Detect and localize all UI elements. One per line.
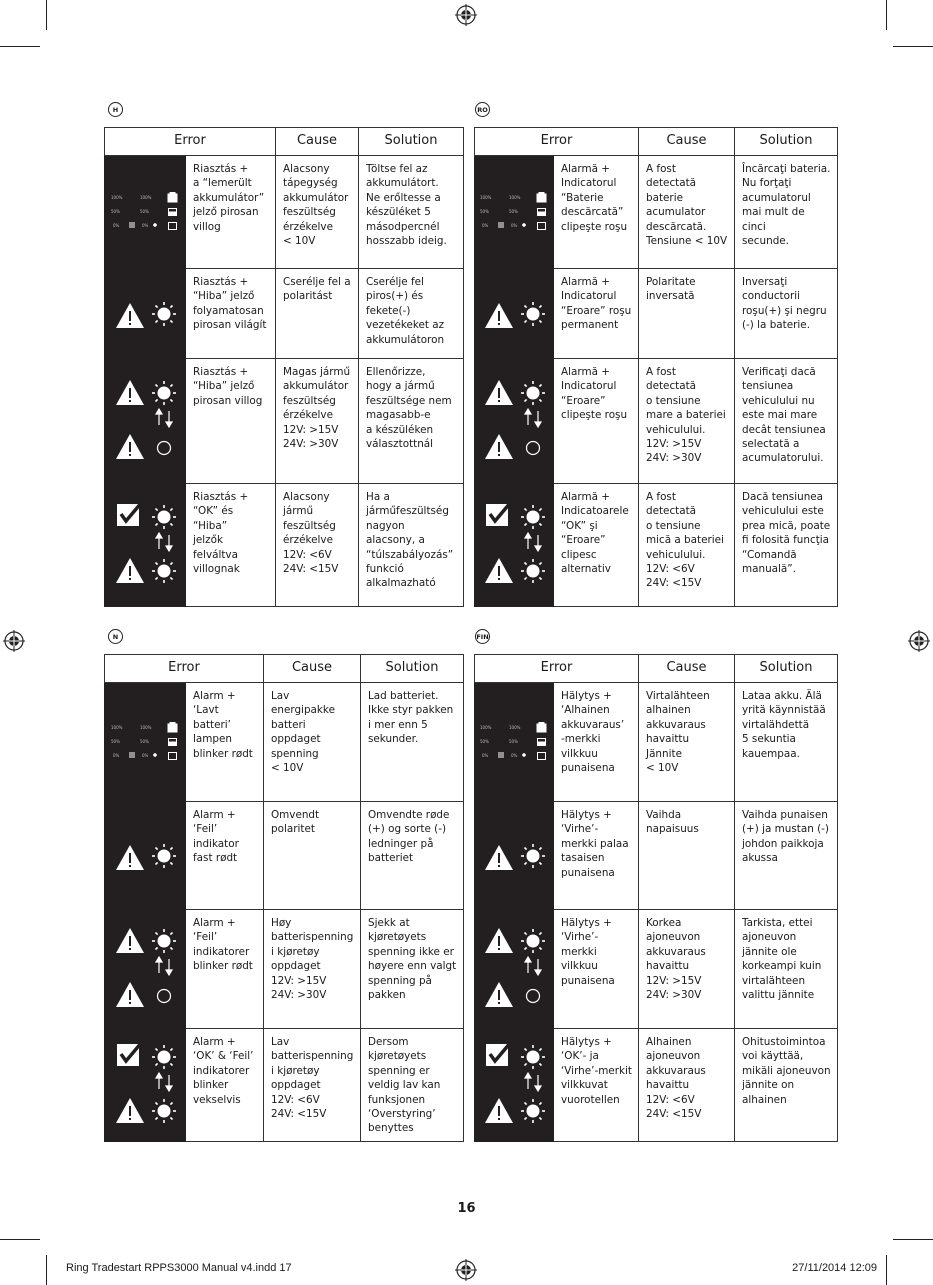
solution-cell: Dacă tensiunea vehiculului este prea mică, poate fi folosită funcţia “Comandă manuală”. xyxy=(735,484,838,607)
indicator-cell xyxy=(105,1029,186,1142)
svg-text:50%: 50% xyxy=(480,209,489,214)
header-solution: Solution xyxy=(359,128,464,156)
crop-mark xyxy=(886,0,887,30)
solution-cell: Lad batteriet. Ikke styr pakken i mer enn 5 sekunder. xyxy=(361,683,464,802)
warning-alternate-icon xyxy=(112,923,178,1015)
indicator-cell xyxy=(475,802,554,910)
cause-cell: Polaritate inversată xyxy=(639,269,735,359)
svg-text:0%: 0% xyxy=(511,223,518,228)
warning-sun-icon xyxy=(112,836,178,876)
ok-warning-alternate-icon xyxy=(481,1039,547,1131)
error-cell: Alarmă + Indicatoarele “OK” şi “Eroare” clipesc alternativ xyxy=(554,484,639,607)
registration-mark-icon xyxy=(3,630,25,652)
registration-mark-icon xyxy=(908,630,930,652)
indicator-cell xyxy=(475,910,554,1029)
header-cause: Cause xyxy=(264,655,361,683)
indicator-cell xyxy=(105,910,186,1029)
svg-text:50%: 50% xyxy=(509,739,518,744)
header-error: Error xyxy=(475,128,639,156)
registration-mark-icon xyxy=(455,1259,477,1281)
indicator-cell xyxy=(105,156,186,269)
cause-cell: Cserélje fel a polaritást xyxy=(276,269,359,359)
table-row xyxy=(475,802,838,910)
solution-cell: Încărcaţi bateria. Nu forţaţi acumulatorul mai mult de cinci secunde. xyxy=(735,156,838,269)
error-table xyxy=(104,127,464,607)
error-table xyxy=(104,654,464,1142)
slug-date: 27/11/2014 12:09 xyxy=(792,1262,877,1274)
solution-cell: Ellenőrizze, hogy a jármű feszültsége nem magasabb-e a készüléken választottnál xyxy=(359,359,464,484)
indicator-cell xyxy=(475,156,554,269)
indicator-cell xyxy=(475,269,554,359)
error-cell: Alarmă + Indicatorul “Eroare” roşu permanent xyxy=(554,269,639,359)
cause-cell: Magas jármű akkumulátor feszültség érzékelve 12V: >15V 24V: >30V xyxy=(276,359,359,484)
table-row xyxy=(105,1029,464,1142)
language-badge: N xyxy=(108,629,123,644)
battery-level-icon xyxy=(109,190,181,234)
svg-text:100%: 100% xyxy=(111,195,123,200)
svg-text:0%: 0% xyxy=(142,753,149,758)
table-row xyxy=(475,359,838,484)
ok-warning-alternate-icon xyxy=(481,499,547,591)
svg-text:0%: 0% xyxy=(482,753,489,758)
indicator-cell xyxy=(105,269,186,359)
solution-cell: Dersom kjøretøyets spenning er veldig lav kan funksjonen ‘Overstyring’ benyttes xyxy=(361,1029,464,1142)
error-cell: Alarm + ‘OK’ & ‘Feil’ indikatorer blinker vekselvis xyxy=(186,1029,264,1142)
svg-text:100%: 100% xyxy=(509,725,521,730)
battery-level-icon xyxy=(478,190,550,234)
warning-alternate-icon xyxy=(112,375,178,467)
crop-mark xyxy=(893,1239,933,1240)
svg-text:0%: 0% xyxy=(482,223,489,228)
table-row xyxy=(475,683,838,802)
error-cell: Hälytys + ‘Alhainen akkuvaraus’ -merkki vilkkuu punaisena xyxy=(554,683,639,802)
header-solution: Solution xyxy=(735,655,838,683)
battery-level-icon xyxy=(478,720,550,764)
warning-alternate-icon xyxy=(481,923,547,1015)
svg-text:100%: 100% xyxy=(509,195,521,200)
crop-mark xyxy=(46,1255,47,1285)
error-cell: Hälytys + ‘Virhe’- merkki palaa tasaisen punaisena xyxy=(554,802,639,910)
error-cell: Hälytys + ‘Virhe’-merkki vilkkuu punaisena xyxy=(554,910,639,1029)
error-cell: Riasztás + a “lemerült akkumulátor” jelző pirosan villog xyxy=(186,156,276,269)
svg-text:100%: 100% xyxy=(140,195,152,200)
table-header-row xyxy=(475,128,838,156)
table-row xyxy=(105,802,464,910)
table-row xyxy=(105,359,464,484)
registration-mark-icon xyxy=(455,4,477,26)
language-badge: FIN xyxy=(475,629,490,644)
warning-sun-icon xyxy=(481,836,547,876)
table-row xyxy=(475,269,838,359)
solution-cell: Inversaţi conductorii roşu(+) şi negru (-) la baterie. xyxy=(735,269,838,359)
solution-cell: Ha a járműfeszültség nagyon alacsony, a “túlszabályozás” funkció alkalmazható xyxy=(359,484,464,607)
header-solution: Solution xyxy=(735,128,838,156)
header-cause: Cause xyxy=(639,128,735,156)
table-row xyxy=(105,156,464,269)
table-row xyxy=(105,484,464,607)
error-cell: Alarmă + Indicatorul “Baterie descărcată” clipeşte roşu xyxy=(554,156,639,269)
svg-text:50%: 50% xyxy=(140,739,149,744)
table-row xyxy=(475,156,838,269)
cause-cell: Korkea ajoneuvon akkuvaraus havaittu 12V: >15V 24V: >30V xyxy=(639,910,735,1029)
table-row xyxy=(105,269,464,359)
table-row xyxy=(105,683,464,802)
cause-cell: A fost detectată o tensiune mare a bateriei vehiculului. 12V: >15V 24V: >30V xyxy=(639,359,735,484)
error-cell: Alarm + ‘Feil’ indikator fast rødt xyxy=(186,802,264,910)
header-error: Error xyxy=(105,128,276,156)
cause-cell: A fost detectată o tensiune mică a bateriei vehiculului. 12V: <6V 24V: <15V xyxy=(639,484,735,607)
header-solution: Solution xyxy=(361,655,464,683)
svg-text:50%: 50% xyxy=(509,209,518,214)
cause-cell: A fost detectată baterie acumulator descărcată. Tensiune < 10V xyxy=(639,156,735,269)
error-cell: Riasztás + “Hiba” jelző pirosan villog xyxy=(186,359,276,484)
solution-cell: Töltse fel az akkumulátort. Ne erőltesse a készüléket 5 másodpercnél hosszabb ideig. xyxy=(359,156,464,269)
crop-mark xyxy=(46,0,47,30)
error-cell: Hälytys + ‘OK’- ja ‘Virhe’-merkit vilkkuvat vuorotellen xyxy=(554,1029,639,1142)
solution-cell: Ohitustoimintoa voi käyttää, mikäli ajoneuvon jännite on alhainen xyxy=(735,1029,838,1142)
cause-cell: Høy batterispenning i kjøretøy oppdaget 12V: >15V 24V: >30V xyxy=(264,910,361,1029)
language-badge: H xyxy=(108,102,123,117)
error-table xyxy=(474,127,838,607)
svg-text:50%: 50% xyxy=(480,739,489,744)
solution-cell: Sjekk at kjøretøyets spenning ikke er høyere enn valgt spenning på pakken xyxy=(361,910,464,1029)
indicator-cell xyxy=(105,683,186,802)
svg-text:50%: 50% xyxy=(111,739,120,744)
table-row xyxy=(475,1029,838,1142)
solution-cell: Omvendte røde (+) og sorte (-) ledninger på batteriet xyxy=(361,802,464,910)
crop-mark xyxy=(0,46,40,47)
table-row xyxy=(475,910,838,1029)
page-number: 16 xyxy=(457,1201,476,1216)
crop-mark xyxy=(886,1255,887,1285)
cause-cell: Omvendt polaritet xyxy=(264,802,361,910)
svg-text:0%: 0% xyxy=(113,753,120,758)
error-cell: Alarmă + Indicatorul “Eroare” clipeşte roşu xyxy=(554,359,639,484)
header-cause: Cause xyxy=(276,128,359,156)
ok-warning-alternate-icon xyxy=(112,1039,178,1131)
svg-text:100%: 100% xyxy=(480,195,492,200)
cause-cell: Vaihda napaisuus xyxy=(639,802,735,910)
language-badge: RO xyxy=(475,102,490,117)
indicator-cell xyxy=(475,484,554,607)
indicator-cell xyxy=(475,683,554,802)
crop-mark xyxy=(0,1239,40,1240)
cause-cell: Alacsony tápegység akkumulátor feszültség érzékelve < 10V xyxy=(276,156,359,269)
error-cell: Riasztás + “Hiba” jelző folyamatosan pirosan világít xyxy=(186,269,276,359)
table-header-row xyxy=(105,128,464,156)
crop-mark xyxy=(893,46,933,47)
error-cell: Riasztás + “OK” és “Hiba” jelzők felváltva villognak xyxy=(186,484,276,607)
slug-filename: Ring Tradestart RPPS3000 Manual v4.indd 17 xyxy=(66,1262,292,1274)
header-error: Error xyxy=(105,655,264,683)
indicator-cell xyxy=(105,484,186,607)
table-header-row xyxy=(105,655,464,683)
solution-cell: Cserélje fel piros(+) és fekete(-) vezetékeket az akkumulátoron xyxy=(359,269,464,359)
table-header-row xyxy=(475,655,838,683)
table-row xyxy=(475,484,838,607)
cause-cell: Alhainen ajoneuvon akkuvaraus havaittu 12V: <6V 24V: <15V xyxy=(639,1029,735,1142)
cause-cell: Virtalähteen alhainen akkuvaraus havaittu Jännite < 10V xyxy=(639,683,735,802)
svg-text:0%: 0% xyxy=(142,223,149,228)
indicator-cell xyxy=(475,359,554,484)
svg-text:0%: 0% xyxy=(113,223,120,228)
indicator-cell xyxy=(475,1029,554,1142)
error-cell: Alarm + ‘Lavt batteri’ lampen blinker rødt xyxy=(186,683,264,802)
cause-cell: Lav energipakke batteri oppdaget spenning < 10V xyxy=(264,683,361,802)
warning-sun-icon xyxy=(112,294,178,334)
svg-text:50%: 50% xyxy=(111,209,120,214)
table-row xyxy=(105,910,464,1029)
battery-level-icon xyxy=(109,720,181,764)
svg-text:50%: 50% xyxy=(140,209,149,214)
error-cell: Alarm + ‘Feil’ indikatorer blinker rødt xyxy=(186,910,264,1029)
cause-cell: Alacsony jármű feszültség érzékelve 12V: <6V 24V: <15V xyxy=(276,484,359,607)
indicator-cell xyxy=(105,802,186,910)
cause-cell: Lav batterispenning i kjøretøy oppdaget 12V: <6V 24V: <15V xyxy=(264,1029,361,1142)
solution-cell: Verificaţi dacă tensiunea vehiculului nu este mai mare decât tensiunea selectată a acumulatorului. xyxy=(735,359,838,484)
indicator-cell xyxy=(105,359,186,484)
header-error: Error xyxy=(475,655,639,683)
ok-warning-alternate-icon xyxy=(112,499,178,591)
solution-cell: Tarkista, ettei ajoneuvon jännite ole korkeampi kuin virtalähteen valittu jännite xyxy=(735,910,838,1029)
svg-text:100%: 100% xyxy=(480,725,492,730)
warning-alternate-icon xyxy=(481,375,547,467)
svg-text:100%: 100% xyxy=(140,725,152,730)
solution-cell: Lataa akku. Älä yritä käynnistää virtalähdettä 5 sekuntia kauempaa. xyxy=(735,683,838,802)
header-cause: Cause xyxy=(639,655,735,683)
error-table xyxy=(474,654,838,1142)
svg-text:100%: 100% xyxy=(111,725,123,730)
warning-sun-icon xyxy=(481,294,547,334)
svg-text:0%: 0% xyxy=(511,753,518,758)
solution-cell: Vaihda punaisen (+) ja mustan (-) johdon paikkoja akussa xyxy=(735,802,838,910)
